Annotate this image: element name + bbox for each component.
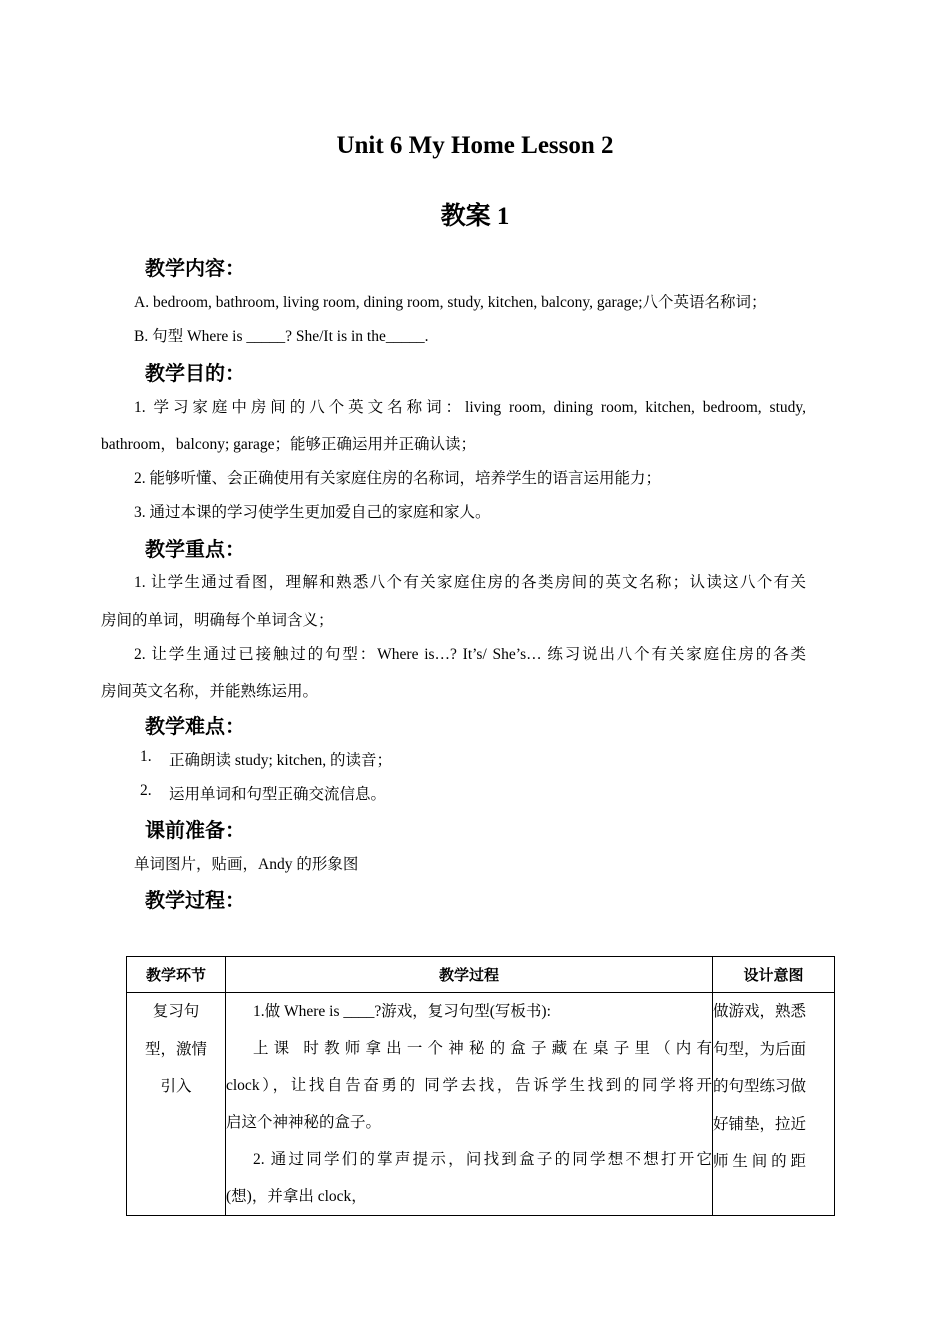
key-point-1-line-2: 房间的单词，明确每个单词含义； [101,612,334,629]
process-line: 1.做 Where is ____?游戏，复习句型(写板书): [253,1003,551,1020]
intent-line: 的句型练习做 [713,1078,807,1095]
stage-line: 复习句 [152,1003,200,1020]
page-title: Unit 6 My Home Lesson 2 [336,132,614,159]
section-heading-content: 教学内容： [145,256,245,280]
difficulty-1: 正确朗读 study; kitchen, 的读音； [169,752,393,769]
table-header-intent: 设计意图 [713,957,835,993]
section-heading-preparation: 课前准备： [145,818,245,842]
difficulty-2-number: 2. [140,782,152,799]
process-line: (想)，并拿出 clock， [226,1188,367,1205]
section-heading-process: 教学过程： [145,888,245,912]
key-point-2-line-1: 2. 让学生通过已接触过的句型：Where is…? It’s/ She’s… 练习说出八个有关家庭住房的各类 [134,646,806,663]
section-heading-objectives: 教学目的： [145,361,245,385]
intent-line: 做游戏，熟悉 [713,1003,807,1020]
process-line: clock），让找自告奋勇的 同学去找，告诉学生找到的同学将开 [226,1077,712,1094]
stage-cell [127,993,226,1216]
section-heading-difficulties: 教学难点： [145,714,245,738]
objective-item-2: 2. 能够听懂、会正确使用有关家庭住房的名称词，培养学生的语言运用能力； [134,470,662,487]
process-table [126,956,835,1216]
process-line: 启这个神神秘的盒子。 [226,1114,382,1131]
intent-cell [713,993,835,1216]
table-header-stage: 教学环节 [127,957,226,993]
process-cell [226,993,713,1216]
difficulty-2: 运用单词和句型正确交流信息。 [169,786,387,803]
objective-item-1-line-2: bathroom，balcony; garage；能够正确运用并正确认读； [101,436,476,453]
section-heading-key-points: 教学重点： [145,537,245,561]
stage-line: 型，激情 [144,1040,207,1058]
intent-line: 师 生 间 的 距 [713,1153,807,1170]
page-subtitle: 教案 1 [440,203,510,230]
preparation-text: 单词图片，贴画，Andy 的形象图 [134,856,359,873]
difficulty-1-number: 1. [140,748,152,765]
key-point-1-line-1: 1. 让学生通过看图，理解和熟悉八个有关家庭住房的各类房间的英文名称；认读这八个有关 [134,574,806,591]
intent-line: 句型，为后面 [713,1040,807,1058]
content-item-b: B. 句型 Where is _____? She/It is in the_____. [134,328,429,345]
stage-line: 引入 [160,1078,192,1095]
key-point-2-line-2: 房间英文名称，并能熟练运用。 [101,683,319,700]
process-line: 2. 通过同学们的掌声提示，问找到盒子的同学想不想打开它 [253,1151,712,1168]
content-item-a: A. bedroom, bathroom, living room, dining room, study, kitchen, balcony, garage;八个英语名称词； [134,294,767,311]
table-header-row [127,957,835,993]
objective-item-3: 3. 通过本课的学习使学生更加爱自己的家庭和家人。 [134,504,491,521]
process-line: 上课 时教师拿出一个神秘的盒子藏在桌子里（内有 [253,1040,712,1057]
table-row [127,993,835,1216]
intent-line: 好铺垫，拉近 [713,1115,807,1133]
objective-item-1-line-1: 1. 学习家庭中房间的八个英文名称词：living room, dining room, kitchen, bedroom, study, [134,399,806,416]
table-header-process: 教学过程 [226,957,713,993]
